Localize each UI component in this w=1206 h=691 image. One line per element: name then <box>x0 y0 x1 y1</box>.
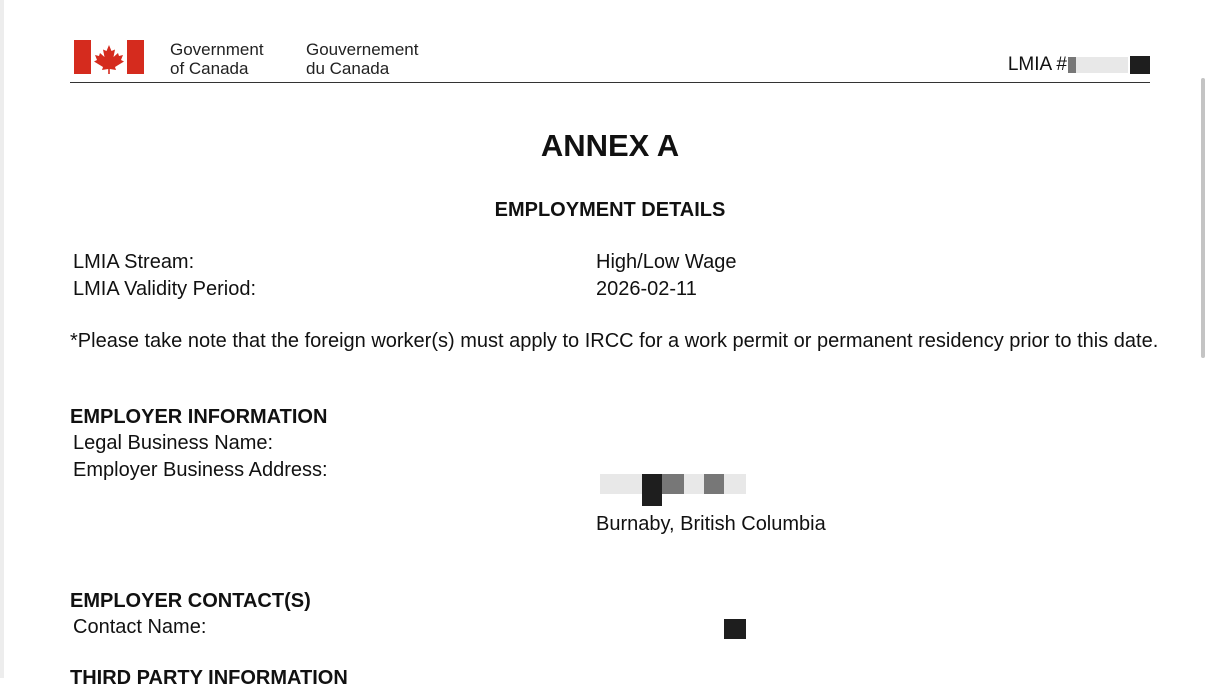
redaction-block <box>642 474 662 494</box>
redaction-block <box>642 494 662 506</box>
lmia-validity-value: 2026-02-11 <box>596 278 697 300</box>
employer-contacts-heading: EMPLOYER CONTACT(S) <box>70 590 311 612</box>
wordmark-fr-line1: Gouvernement <box>306 40 419 59</box>
section-subtitle: EMPLOYMENT DETAILS <box>494 199 726 221</box>
lmia-number <box>1008 54 1150 76</box>
redacted-address <box>600 474 746 506</box>
employer-information-heading: EMPLOYER INFORMATION <box>70 406 328 428</box>
scrollbar-track[interactable] <box>1200 0 1206 678</box>
redaction-block <box>1068 57 1076 73</box>
redaction-block <box>1130 56 1150 74</box>
contact-name-label: Contact Name: <box>73 616 207 638</box>
legal-business-name-label: Legal Business Name: <box>73 432 274 454</box>
wordmark-fr-line2: du Canada <box>306 59 390 78</box>
document-header <box>70 38 1150 83</box>
canada-flag-icon <box>74 40 144 74</box>
lmia-number-label: LMIA # <box>1007 54 1067 75</box>
wordmark-en-line1: Government <box>170 40 264 59</box>
wordmark-en-line2: of Canada <box>170 59 249 78</box>
redaction-block <box>1076 57 1128 73</box>
work-permit-note: *Please take note that the foreign worker(s) must apply to IRCC for a work permit or permanent residency prior to this date. <box>70 330 1159 352</box>
redaction-block <box>724 619 746 639</box>
government-of-canada-wordmark <box>170 40 264 78</box>
address-city: Burnaby, British Columbia <box>596 513 826 535</box>
lmia-stream-label: LMIA Stream: <box>73 251 195 273</box>
redaction-block <box>662 474 684 494</box>
employer-address-label: Employer Business Address: <box>73 459 328 481</box>
lmia-validity-label: LMIA Validity Period: <box>73 278 257 300</box>
redaction-block <box>704 474 724 494</box>
page-left-edge <box>0 0 4 678</box>
lmia-stream-value: High/Low Wage <box>596 251 737 273</box>
gouvernement-du-canada-wordmark <box>306 40 418 78</box>
third-party-information-heading: THIRD PARTY INFORMATION <box>70 667 348 689</box>
page-title: ANNEX A <box>540 128 680 163</box>
